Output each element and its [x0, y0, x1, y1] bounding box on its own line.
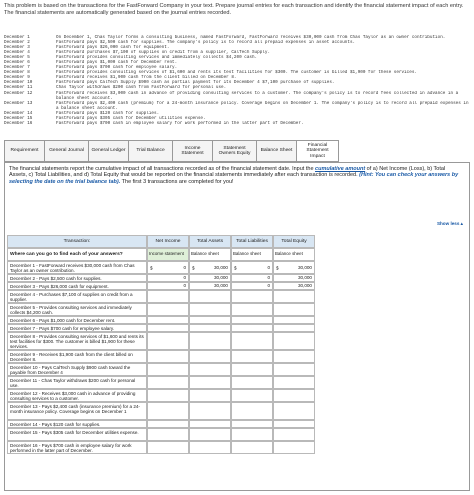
- transaction-text: On December 1, Chas Taylor forms a consulting business, named FastForward, FastForward receives $30,000 cash from Chas Taylor as an owner contribution.: [56, 35, 446, 40]
- answer-value: 30,000: [213, 264, 228, 270]
- answer-input[interactable]: [231, 389, 273, 402]
- transaction-text: FastForward provides consulting services and immediately collects $4,200 cash.: [56, 55, 258, 61]
- transaction-line: [4, 101, 470, 111]
- answer-input[interactable]: [273, 274, 315, 282]
- tab-bar: [4, 140, 339, 162]
- transaction-line: [4, 91, 470, 101]
- transaction-cell: December 8 - Provides consulting services of $1,600 and rents its test facilities for $300. The customer is billed $1,900 for these services.: [7, 332, 147, 350]
- answer-input[interactable]: [273, 261, 315, 274]
- show-less-button[interactable]: Show less ▴: [436, 221, 463, 226]
- answer-input[interactable]: [231, 303, 273, 316]
- answer-input[interactable]: [231, 282, 273, 290]
- answer-input[interactable]: [231, 428, 273, 441]
- transaction-text: FastForward pays $2,500 cash for supplies. The company's policy is to record all prepaid expenses in asset accounts.: [56, 40, 356, 46]
- instructions-text: The financial statements report the cumulative impact of all transactions recorded as of the financial statement date. Input the: [9, 166, 316, 172]
- transaction-cell: December 7 - Pays $700 cash for employee salary.: [7, 324, 147, 332]
- intro-text: This problem is based on the transactions for the FastForward Company in your text. Prepare journal entries for each transaction and identify the financial statement impact of each entry. The financial statements are automatically generated based on the journal entries recorded.: [4, 3, 464, 16]
- answer-input[interactable]: [231, 324, 273, 332]
- transaction-date: December 16: [4, 120, 33, 126]
- transaction-text: FastForward purchases $7,100 of supplies on credit from a supplier, CalTech Supply.: [56, 50, 271, 56]
- answer-input[interactable]: [147, 290, 189, 303]
- transaction-text: FastForward pays CalTech Supply $900 cash as partial payment for its December 4 $7,100 purchase of supplies.: [56, 80, 335, 86]
- answer-input[interactable]: [189, 441, 231, 454]
- transaction-date: December 15: [4, 115, 33, 121]
- tab-general-journal[interactable]: General Journal: [45, 140, 89, 162]
- transaction-date: December 7: [4, 65, 30, 71]
- transactions-list: [4, 35, 470, 126]
- answer-input[interactable]: [147, 363, 189, 376]
- answer-input[interactable]: [231, 332, 273, 350]
- transaction-date: December 1: [4, 35, 30, 40]
- transaction-date: December 2: [4, 40, 30, 46]
- column-header-total-assets: Total Assets: [189, 235, 231, 248]
- answer-input[interactable]: [147, 350, 189, 363]
- tab-income-statement[interactable]: Income Statement: [173, 140, 213, 162]
- transaction-cell: December 13 - Pays $2,400 cash (insurance premium) for a 24-month insurance policy. Coverage begins on December 1: [7, 402, 147, 420]
- answer-input[interactable]: [189, 350, 231, 363]
- answer-input[interactable]: [189, 282, 231, 290]
- hint-text: (Hint: You can check your answers by selecting the date on the trial balance tab).: [9, 172, 459, 185]
- tab-requirement[interactable]: Requirement: [5, 140, 45, 162]
- answer-value: 30,000: [213, 275, 228, 281]
- answer-input[interactable]: [231, 420, 273, 428]
- tab-balance-sheet[interactable]: Balance Sheet: [257, 140, 297, 162]
- answer-input[interactable]: [147, 324, 189, 332]
- answer-input[interactable]: [231, 261, 273, 274]
- cumulative-amount-link[interactable]: cumulative amount: [315, 166, 366, 172]
- transaction-cell: December 5 - Provides consulting services and immediately collects $4,200 cash.: [7, 303, 147, 316]
- answer-input[interactable]: [189, 428, 231, 441]
- transaction-cell: December 12 - Receives $3,000 cash in advance of providing consulting services to a customer.: [7, 389, 147, 402]
- answer-value: 0: [267, 264, 270, 270]
- statement-source-label: Balance sheet: [273, 248, 315, 261]
- answer-input[interactable]: [231, 441, 273, 454]
- answer-input[interactable]: [147, 441, 189, 454]
- transaction-cell: December 11 - Chas Taylor withdraws $200 cash for personal use.: [7, 376, 147, 389]
- answer-input[interactable]: [189, 363, 231, 376]
- transaction-date: December 14: [4, 110, 33, 116]
- answer-input[interactable]: [147, 303, 189, 316]
- answer-input[interactable]: [273, 389, 315, 402]
- column-header-total-equity: Total Equity: [273, 235, 315, 248]
- answer-input[interactable]: [231, 290, 273, 303]
- transaction-cell: December 3 - Pays $26,000 cash for equipment.: [7, 282, 147, 290]
- answer-value: 30,000: [297, 264, 312, 270]
- transaction-date: December 9: [4, 75, 30, 81]
- answer-input[interactable]: [189, 316, 231, 324]
- statement-source-label: Balance sheet: [231, 248, 273, 261]
- answer-input[interactable]: [189, 402, 231, 420]
- transaction-date: December 4: [4, 50, 30, 56]
- column-header-transaction: Transaction:: [7, 235, 147, 248]
- transaction-date: December 8: [4, 70, 30, 76]
- transaction-text: FastForward provides consulting services of $1,600 and rents its test facilities for $300. The customer is billed $1,900 for these services.: [56, 70, 417, 76]
- answer-input[interactable]: [189, 324, 231, 332]
- transaction-cell: December 10 - Pays CalTech Supply $900 cash toward the payable from December 4: [7, 363, 147, 376]
- transaction-text: FastForward pays $1,000 cash for December rent.: [56, 60, 178, 66]
- answer-input[interactable]: [231, 402, 273, 420]
- answer-input[interactable]: [273, 441, 315, 454]
- answer-input[interactable]: [273, 420, 315, 428]
- answer-input[interactable]: [189, 303, 231, 316]
- answer-input[interactable]: [273, 303, 315, 316]
- where-label: Where can you go to find each of your answers?: [7, 248, 147, 261]
- answer-input[interactable]: [273, 324, 315, 332]
- transaction-text: FastForward pays $305 cash for December utilities expense.: [56, 115, 206, 121]
- transaction-text: FastForward receives $1,900 cash from the client billed on December 8.: [56, 75, 237, 81]
- answer-value: 0: [183, 283, 186, 289]
- answer-input[interactable]: [147, 376, 189, 389]
- answer-input[interactable]: [273, 363, 315, 376]
- answer-input[interactable]: [273, 428, 315, 441]
- answer-input[interactable]: [231, 316, 273, 324]
- answer-input[interactable]: [147, 402, 189, 420]
- answer-input[interactable]: [231, 376, 273, 389]
- transaction-text: FastForward pays $120 cash for supplies.: [56, 110, 160, 116]
- answer-input[interactable]: [147, 261, 189, 274]
- answer-input[interactable]: [273, 376, 315, 389]
- answer-value: 0: [267, 275, 270, 281]
- transaction-cell: December 1 - FastForward receives $30,000 cash from Chas Taylor as an owner contribution.: [7, 261, 147, 274]
- answer-input[interactable]: [189, 376, 231, 389]
- answer-input[interactable]: [273, 316, 315, 324]
- statement-source-label: Income statement: [147, 248, 189, 261]
- answer-input[interactable]: [189, 389, 231, 402]
- transaction-date: December 6: [4, 60, 30, 66]
- answer-value: 30,000: [297, 275, 312, 281]
- transaction-line: [4, 121, 470, 126]
- answer-value: 0: [183, 264, 186, 270]
- answer-input[interactable]: [231, 350, 273, 363]
- transaction-text: Chas Taylor withdraws $200 cash from FastForward for personal use.: [56, 85, 227, 91]
- answer-input[interactable]: [273, 282, 315, 290]
- answer-input[interactable]: [189, 274, 231, 282]
- transaction-date: December 12: [4, 90, 33, 96]
- answer-value: 30,000: [297, 283, 312, 289]
- answer-input[interactable]: [273, 290, 315, 303]
- currency-symbol: $: [234, 264, 237, 270]
- instructions-text-3: The first 3 transactions are completed for you!: [120, 178, 234, 185]
- transaction-cell: December 2 - Pays $2,500 cash for supplies.: [7, 274, 147, 282]
- transaction-text: FastForward pays $700 cash in employee salary for work performed in the latter part of December.: [56, 120, 304, 126]
- column-header-net-income: Net Income: [147, 235, 189, 248]
- answer-input[interactable]: [147, 389, 189, 402]
- answer-input[interactable]: [147, 332, 189, 350]
- transaction-date: December 13: [4, 100, 33, 106]
- tab-financial-statement-impact[interactable]: Financial Statement Impact: [297, 140, 339, 162]
- currency-symbol: $: [276, 264, 279, 270]
- transaction-cell: December 6 - Pays $1,000 cash for December rent.: [7, 316, 147, 324]
- answer-input[interactable]: [147, 428, 189, 441]
- answer-input[interactable]: [273, 402, 315, 420]
- answer-input[interactable]: [147, 282, 189, 290]
- transaction-cell: December 16 - Pays $700 cash in employee salary for work performed in the latter part of December.: [7, 441, 147, 454]
- transaction-cell: December 15 - Pays $305 cash for December utilities expense.: [7, 428, 147, 441]
- transaction-text: FastForward pays $26,000 cash for equipment.: [56, 45, 170, 51]
- answer-input[interactable]: [231, 274, 273, 282]
- transaction-date: December 10: [4, 80, 33, 86]
- answer-value: 0: [183, 275, 186, 281]
- answer-input[interactable]: [189, 261, 231, 274]
- instructions: [9, 166, 461, 185]
- transaction-date: December 5: [4, 55, 30, 61]
- tab-general-ledger[interactable]: General Ledger: [89, 140, 129, 162]
- answer-input[interactable]: [231, 363, 273, 376]
- answer-input[interactable]: [189, 290, 231, 303]
- transaction-cell: December 4 - Purchases $7,100 of supplies on credit from a supplier.: [7, 290, 147, 303]
- answer-value: 0: [267, 283, 270, 289]
- statement-source-label: Balance sheet: [189, 248, 231, 261]
- answer-input[interactable]: [189, 420, 231, 428]
- transaction-cell: December 14 - Pays $120 cash for supplies.: [7, 420, 147, 428]
- answer-value: 30,000: [213, 283, 228, 289]
- answer-input[interactable]: [147, 420, 189, 428]
- answer-input[interactable]: [147, 274, 189, 282]
- answer-input[interactable]: [273, 332, 315, 350]
- transaction-date: December 11: [4, 85, 33, 91]
- tab-statement-owners-equity[interactable]: Statement Owners Equity: [213, 140, 257, 162]
- currency-symbol: $: [150, 264, 153, 270]
- column-header-total-liabilities: Total Liabilities: [231, 235, 273, 248]
- financial-statement-impact-panel: [4, 162, 470, 491]
- transaction-date: December 3: [4, 45, 30, 51]
- transaction-text: FastForward pays $2,400 cash (premium) for a 24-month insurance policy. Coverage begins on December 1. The company's policy is to record all prepaid expenses in a balance sheet account.: [56, 100, 469, 111]
- answer-input[interactable]: [273, 350, 315, 363]
- transaction-cell: December 9 - Receives $1,900 cash from the client billed on December 8.: [7, 350, 147, 363]
- currency-symbol: $: [192, 264, 195, 270]
- transaction-text: FastForward pays $700 cash for employee salary.: [56, 65, 178, 71]
- transaction-text: FastForward receives $3,000 cash in advance of providing consulting services to a customer. The company's policy is to record fees collected in advance in a balance sheet account.: [56, 90, 459, 101]
- answer-input[interactable]: [147, 316, 189, 324]
- instructions-text-2: of a) Net Income (Loss), b) Total Assets, c) Total Liabilities, and d) Total Equity that would be reported on the financial statements immediately after each transaction is recorded.: [9, 166, 446, 179]
- tab-trial-balance[interactable]: Trial Balance: [129, 140, 173, 162]
- answer-input[interactable]: [189, 332, 231, 350]
